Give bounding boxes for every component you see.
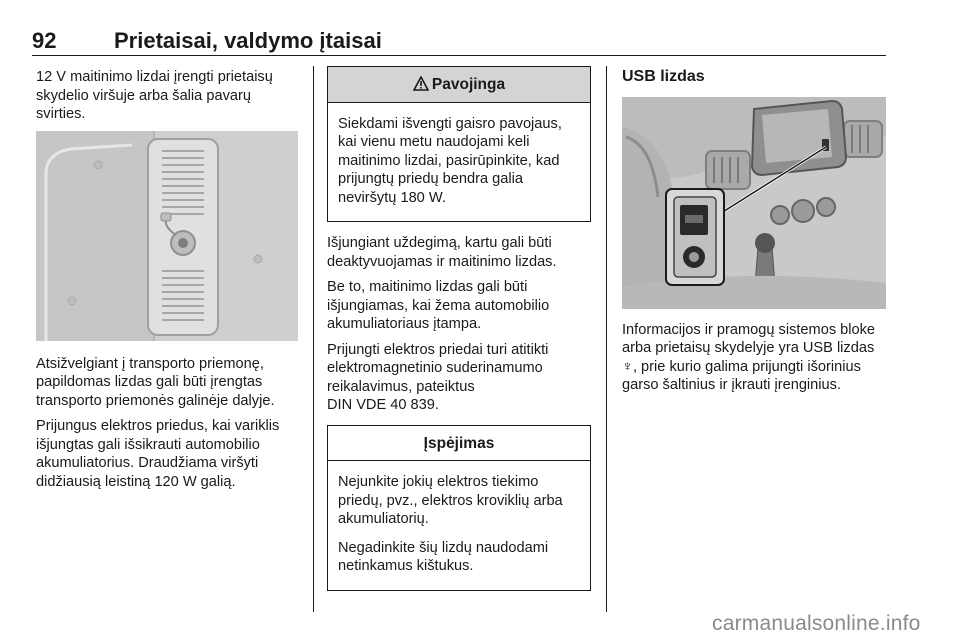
caution-title: Įspėjimas [423,434,495,452]
column-divider-1 [313,66,314,612]
rear-socket-illustration [36,131,298,341]
watermark: carmanualsonline.info [712,612,921,635]
intro-paragraph: 12 V maitinimo lizdai įrengti prietaisų skydelio viršuje arba šalia pavarų svirties. [36,69,273,122]
page-number: 92 [32,28,57,53]
paragraph-emc [327,341,591,415]
danger-box-header [328,67,590,103]
paragraph-battery-warning: Prijungus elektros priedus, kai variklis išjungtas gali išsikrauti automobilio akumuliatorius. Draudžiama viršyti didžiausią leistiną 120 W galią. [36,418,280,490]
paragraph-emc-standard: DIN VDE 40 839. [327,397,439,413]
danger-text: Siekdami išvengti gaisro pavojaus, kai vienu metu naudojami keli maitinimo lizdai, pasirūpinkite, kad prijungtų priedų bendra galia neviršytų 180 W. [338,115,562,206]
danger-box [327,66,591,222]
page-title: Prietaisai, valdymo įtaisai [114,28,382,53]
caution-box-header [328,426,590,462]
usb-description: Informacijos ir pramogų sistemos bloke arba prietaisų skydelyje yra USB lizdas ♆, prie kurio galima prijungti išorinius garso šaltinius ir įkrauti įrenginius. [622,321,876,393]
paragraph-emc-text: Prijungti elektros priedai turi atitikti elektromagnetinio suderinamumo reikalavimus, pateiktus [327,341,549,395]
caution-box [327,425,591,591]
column-1 [36,68,300,498]
column-2 [327,66,591,603]
column-3 [622,66,887,402]
paragraph-ignition: Išjungiant uždegimą, kartu gali būti deaktyvuojamas ir maitinimo lizdas. [327,235,557,270]
usb-section-title: USB lizdas [622,68,705,85]
column-divider-2 [606,66,607,612]
header-rule [32,55,886,56]
caution-text-2: Negadinkite šių lizdų naudodami netinkamus kištukus. [338,539,549,574]
caution-text-1: Nejunkite jokių elektros tiekimo priedų, pvz., elektros kroviklių arba akumuliatorių. [338,474,563,527]
paragraph-low-voltage: Be to, maitinimo lizdas gali būti išjungiamas, kai žema automobilio akumuliatoriaus įtampa. [327,279,550,332]
danger-title: Pavojinga [431,76,506,93]
usb-dashboard-illustration [622,97,886,309]
paragraph-rear-socket: Atsižvelgiant į transporto priemonę, papildomas lizdas gali būti įrengtas transporto priemonės galinėje dalyje. [36,355,275,409]
warning-triangle-icon [413,76,429,91]
